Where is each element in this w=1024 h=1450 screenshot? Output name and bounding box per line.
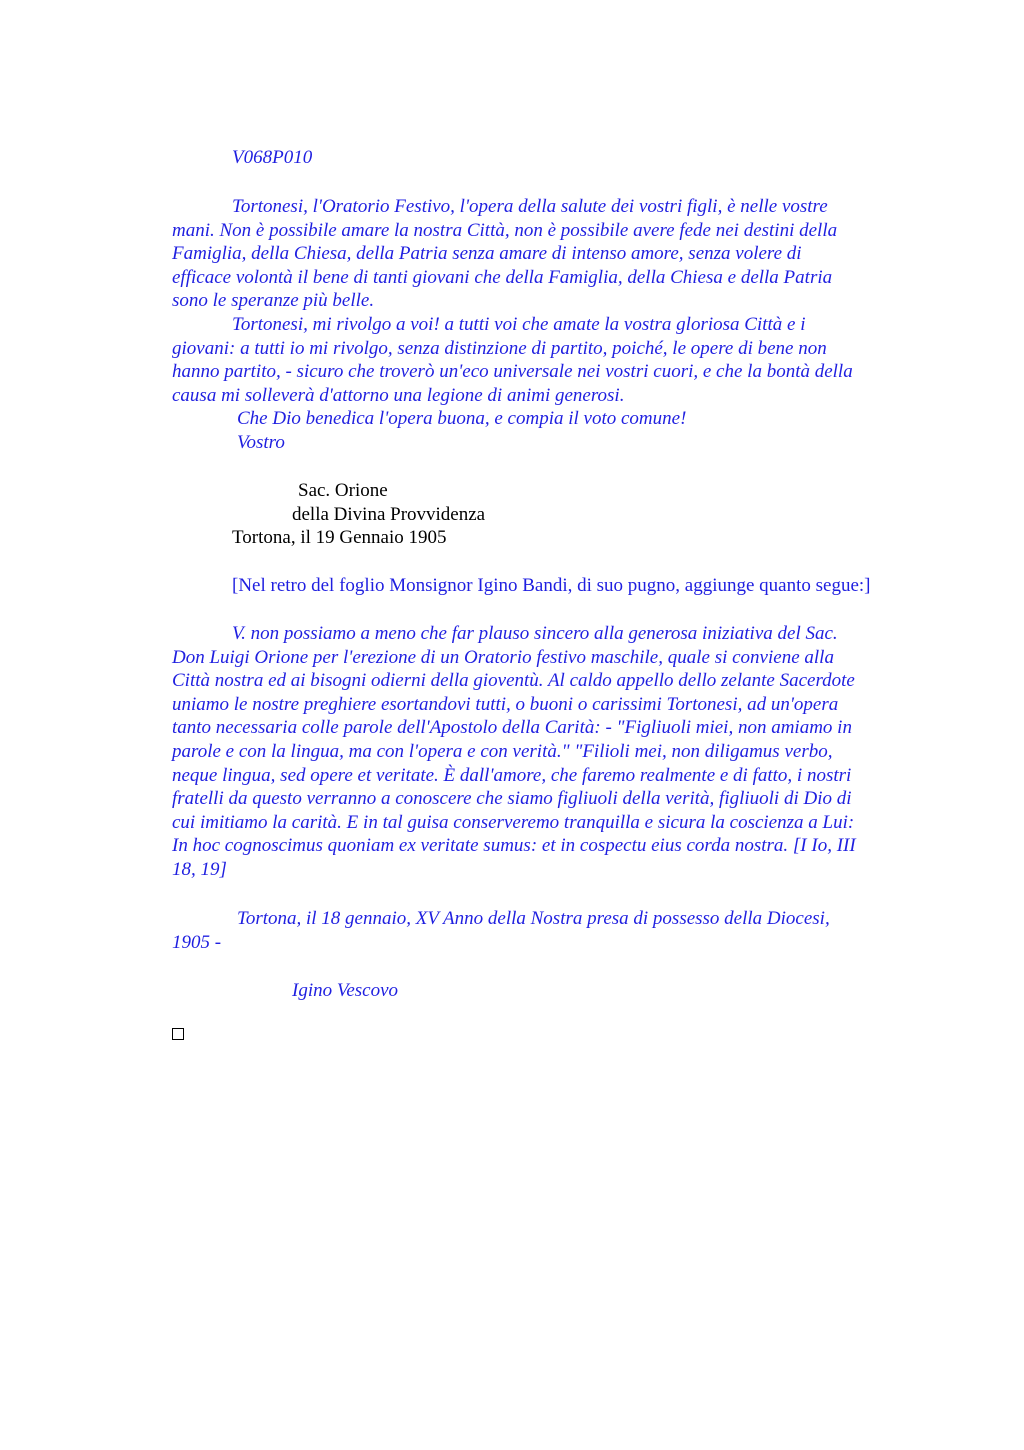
- letter-paragraph-2: [172, 313, 932, 407]
- text-line: Famiglia, della Chiesa, della Patria senza amare di intenso amore, senza volere di: [172, 243, 802, 265]
- text-line: V. non possiamo a meno che far plauso sincero alla generosa iniziativa del Sac.: [232, 623, 838, 644]
- text-line: tanto necessaria colle parole dell'Apostolo della Carità: - "Figliuoli miei, non amiamo in: [172, 717, 852, 739]
- text-line: sono le speranze più belle.: [172, 290, 375, 312]
- signature-place-date: Tortona, il 19 Gennaio 1905: [232, 527, 447, 549]
- text-line: parole e con la lingua, ma con l'opera e con verità." "Filioli mei, non diligamus verbo,: [172, 740, 833, 762]
- editor-note-text: [Nel retro del foglio Monsignor Igino Bandi, di suo pugno, aggiunge quanto segue:]: [232, 575, 871, 596]
- blessing-line: Che Dio benedica l'opera buona, e compia il voto comune!: [237, 408, 687, 429]
- text-line: In hoc cognoscimus quoniam ex veritate sumus: et in cospectu eius corda nostra. [I Io, III: [172, 835, 856, 857]
- letter-paragraph-1: [172, 195, 932, 313]
- bishop-note-paragraph: [172, 622, 932, 882]
- text-line: Città nostra ed ai bisogni odierni della gioventù. Al caldo appello dello zelante Sacerdote: [172, 670, 855, 692]
- date-line: 1905 -: [172, 931, 222, 953]
- editor-note: [172, 574, 972, 598]
- text-line: Tortonesi, l'Oratorio Festivo, l'opera della salute dei vostri figli, è nelle vostre: [232, 196, 828, 217]
- text-line: neque lingua, sed opere et veritate. È dall'amore, che faremo realmente e di fatto, i nostri: [172, 764, 852, 786]
- empty-box-icon: [172, 1028, 184, 1040]
- doc-code-text: V068P010: [232, 147, 313, 168]
- text-line: giovani: a tutti io mi rivolgo, senza distinzione di partito, poiché, le opere di bene non: [172, 337, 827, 359]
- text-line: 18, 19]: [172, 858, 227, 880]
- bishop-signature: [172, 979, 932, 1003]
- doc-code: [172, 146, 932, 170]
- text-line: mani. Non è possibile amare la nostra Città, non è possibile avere fede nei destini della: [172, 219, 838, 241]
- date-line: Tortona, il 18 gennaio, XV Anno della Nostra presa di possesso della Diocesi,: [237, 908, 830, 929]
- text-line: causa mi solleverà d'attorno una legione di animi generosi.: [172, 384, 625, 406]
- closing-line: Vostro: [237, 431, 285, 453]
- letter-closing: [172, 407, 932, 454]
- text-line: fratelli da questo verranno a conoscere che siamo figliuoli della verità, figliuoli di Dio di: [172, 788, 852, 810]
- text-line: hanno partito, - sicuro che troverò un'eco universale nei vostri cuori, e che la bontà della: [172, 361, 853, 383]
- signature-name: Sac. Orione: [298, 480, 388, 501]
- text-line: efficace volontà il bene di tanti giovani che della Famiglia, della Chiesa e della Patria: [172, 266, 833, 288]
- text-line: cui imitiamo la carità. E in tal guisa conserveremo tranquilla e sicura la coscienza a Lui:: [172, 811, 855, 833]
- text-line: Don Luigi Orione per l'erezione di un Oratorio festivo maschile, quale si conviene alla: [172, 646, 834, 668]
- text-line: Tortonesi, mi rivolgo a voi! a tutti voi che amate la vostra gloriosa Città e i: [232, 314, 806, 335]
- signature-title: della Divina Provvidenza: [292, 503, 486, 525]
- text-line: uniamo le nostre preghiere esortandovi tutti, o buoni o carissimi Tortonesi, ad un'opera: [172, 693, 839, 715]
- signature-block: [172, 479, 932, 550]
- bishop-signature-text: Igino Vescovo: [292, 980, 399, 1001]
- bishop-note-date: [172, 907, 932, 954]
